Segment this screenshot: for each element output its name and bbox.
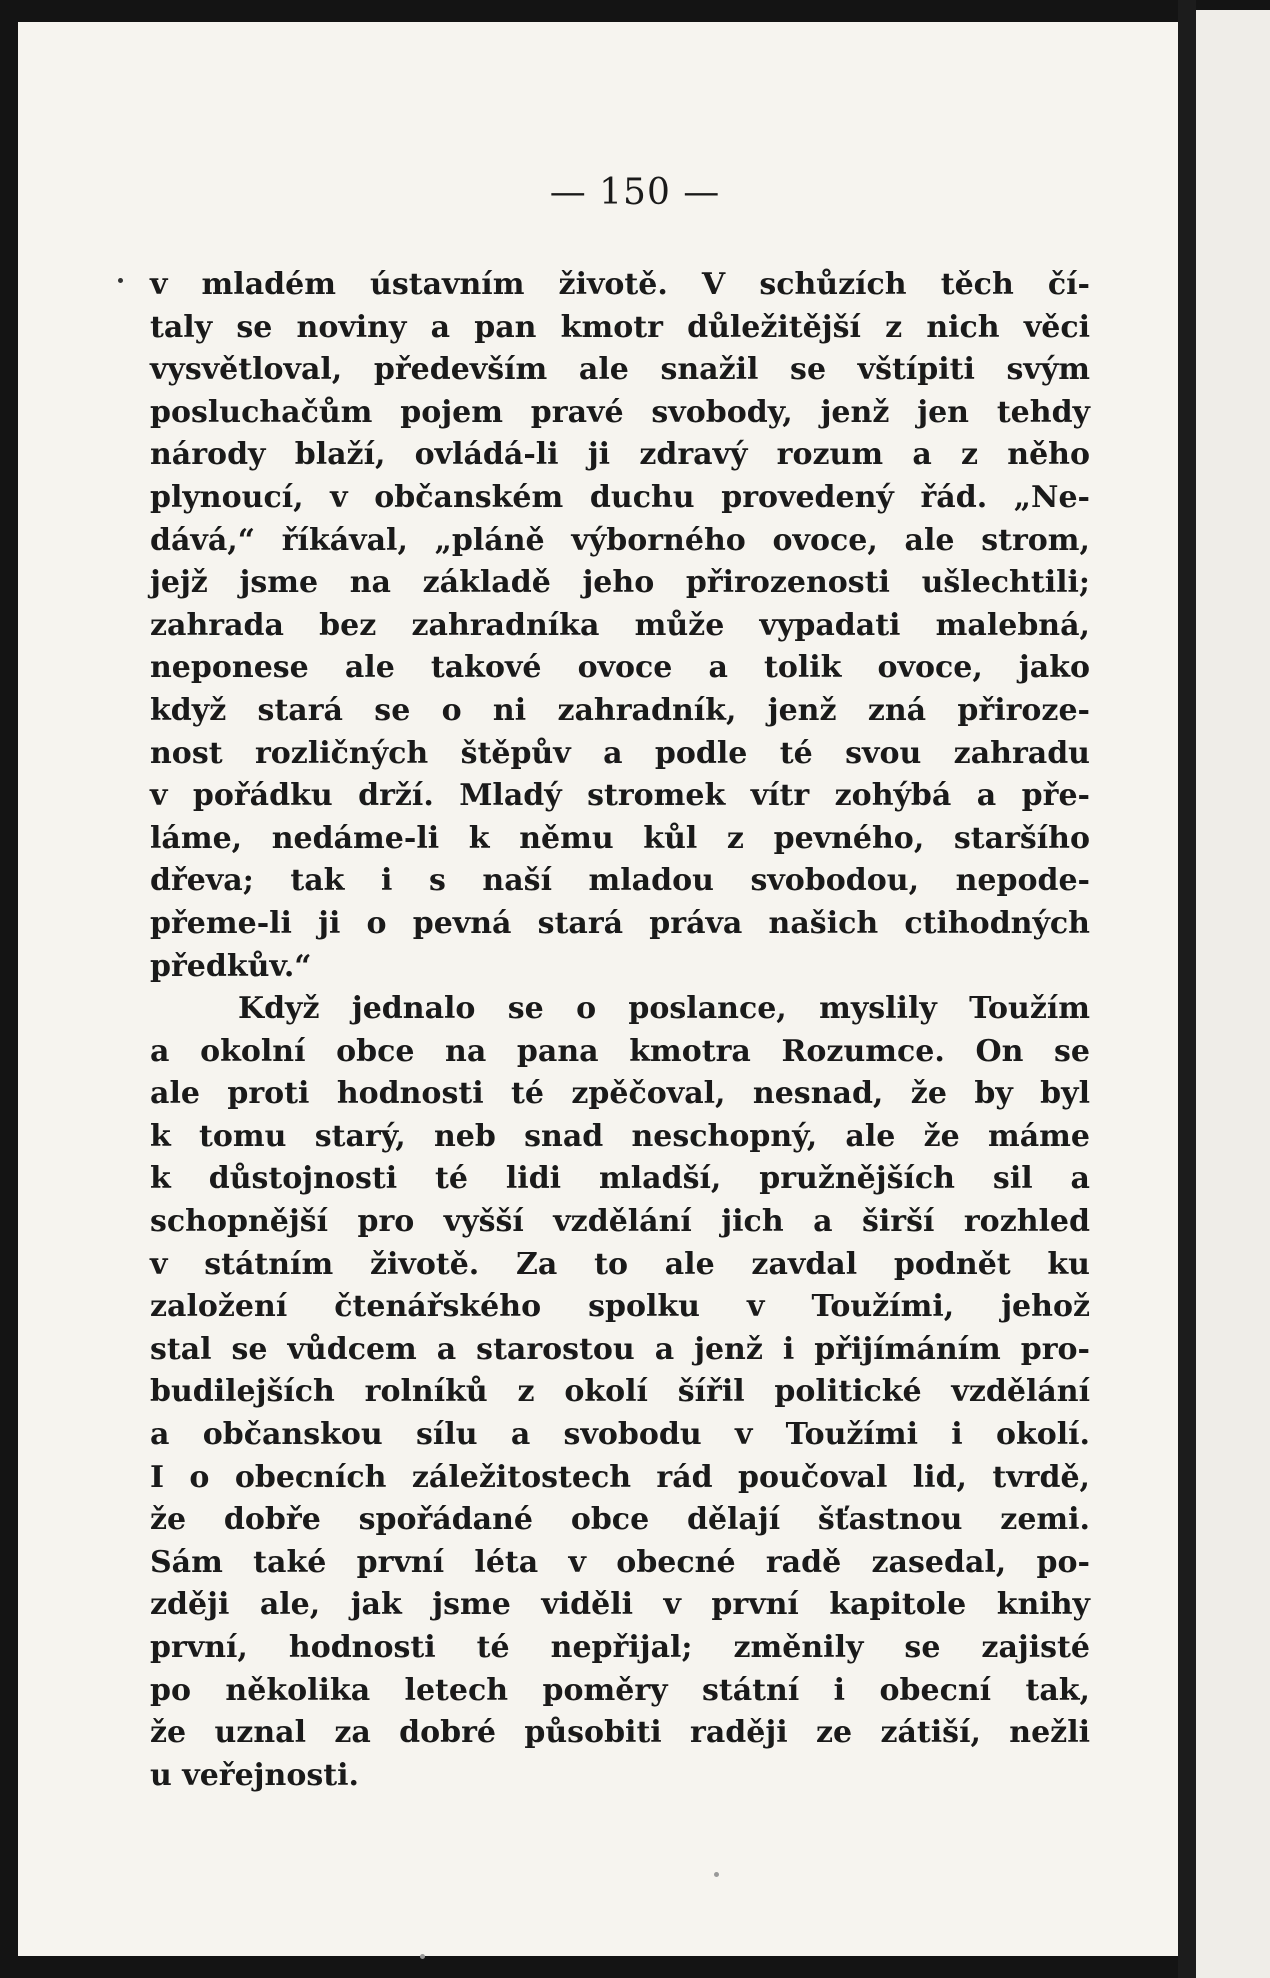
text-line: Sám také první léta v obecné radě zasedal, po- xyxy=(150,1544,1090,1580)
adjacent-page-edge xyxy=(1196,10,1270,1978)
text-line: ale proti hodnosti té zpěčoval, nesnad, že by byl xyxy=(150,1076,1090,1112)
text-line: plynoucí, v občanském duchu provedený řád. „Ne- xyxy=(150,479,1090,515)
text-line: v pořádku drží. Mladý stromek vítr zohýbá a pře- xyxy=(150,778,1090,814)
margin-mark xyxy=(118,278,123,283)
paragraph-2 xyxy=(150,988,1090,1797)
text-line: k důstojnosti té lidi mladší, pružnějších sil a xyxy=(150,1161,1090,1197)
text-line: zahrada bez zahradníka může vypadati malebná, xyxy=(150,607,1090,643)
text-line: stal se vůdcem a starostou a jenž i přijímáním pro- xyxy=(150,1331,1090,1367)
page-fold-shadow xyxy=(1178,0,1196,1978)
text-line: založení čtenářského spolku v Toužími, jehož xyxy=(150,1289,1090,1325)
paragraph-1 xyxy=(150,264,1090,988)
text-line: že uznal za dobré působiti raději ze zátiší, nežli xyxy=(150,1715,1090,1751)
page-number: — 150 — xyxy=(549,172,721,213)
text-line: posluchačům pojem pravé svobody, jenž jen tehdy xyxy=(150,394,1090,430)
text-line: předkův.“ xyxy=(150,948,312,984)
text-line: dřeva; tak i s naší mladou svobodou, nepode- xyxy=(150,863,1090,899)
text-line: v státním životě. Za to ale zavdal podnět ku xyxy=(150,1246,1090,1282)
text-line: schopnější pro vyšší vzdělání jich a širší rozhled xyxy=(150,1204,1090,1240)
text-line: v mladém ústavním životě. V schůzích těch čí- xyxy=(150,267,1090,302)
text-line: neponese ale takové ovoce a tolik ovoce, jako xyxy=(150,650,1090,686)
body-text xyxy=(150,264,1090,1797)
text-line: I o obecních záležitostech rád poučoval lid, tvrdě, xyxy=(150,1459,1090,1495)
text-line: když stará se o ni zahradník, jenž zná přiroze- xyxy=(150,692,1090,728)
text-line: a okolní obce na pana kmotra Rozumce. On se xyxy=(150,1033,1090,1069)
text-line: vysvětloval, především ale snažil se vštípiti svým xyxy=(150,352,1090,388)
text-line: přeme-li ji o pevná stará práva našich ctihodných xyxy=(150,905,1090,941)
text-line: národy blaží, ovládá-li ji zdravý rozum a z něho xyxy=(150,437,1090,473)
text-line: zději ale, jak jsme viděli v první kapitole knihy xyxy=(150,1587,1090,1623)
text-line: Když jednalo se o poslance, myslily Toužím xyxy=(238,991,1090,1027)
text-line: že dobře spořádané obce dělají šťastnou zemi. xyxy=(150,1502,1090,1538)
text-line: po několika letech poměry státní i obecní tak, xyxy=(150,1672,1090,1708)
text-line: budilejších rolníků z okolí šířil politické vzdělání xyxy=(150,1374,1090,1410)
text-line: a občanskou sílu a svobodu v Toužími i okolí. xyxy=(150,1417,1090,1453)
text-line: nost rozličných štěpův a podle té svou zahradu xyxy=(150,735,1090,771)
text-line: láme, nedáme-li k němu kůl z pevného, staršího xyxy=(150,820,1090,856)
text-line: k tomu starý, neb snad neschopný, ale že máme xyxy=(150,1118,1090,1154)
text-line: dává,“ říkával, „pláně výborného ovoce, ale strom, xyxy=(150,522,1090,558)
text-line: taly se noviny a pan kmotr důležitější z nich věci xyxy=(150,309,1090,345)
text-line: u veřejnosti. xyxy=(150,1757,359,1793)
text-line: první, hodnosti té nepřijal; změnily se zajisté xyxy=(150,1630,1090,1665)
print-speck xyxy=(714,1872,719,1877)
print-speck xyxy=(420,1954,425,1959)
text-line: jejž jsme na základě jeho přirozenosti ušlechtili; xyxy=(150,565,1090,601)
